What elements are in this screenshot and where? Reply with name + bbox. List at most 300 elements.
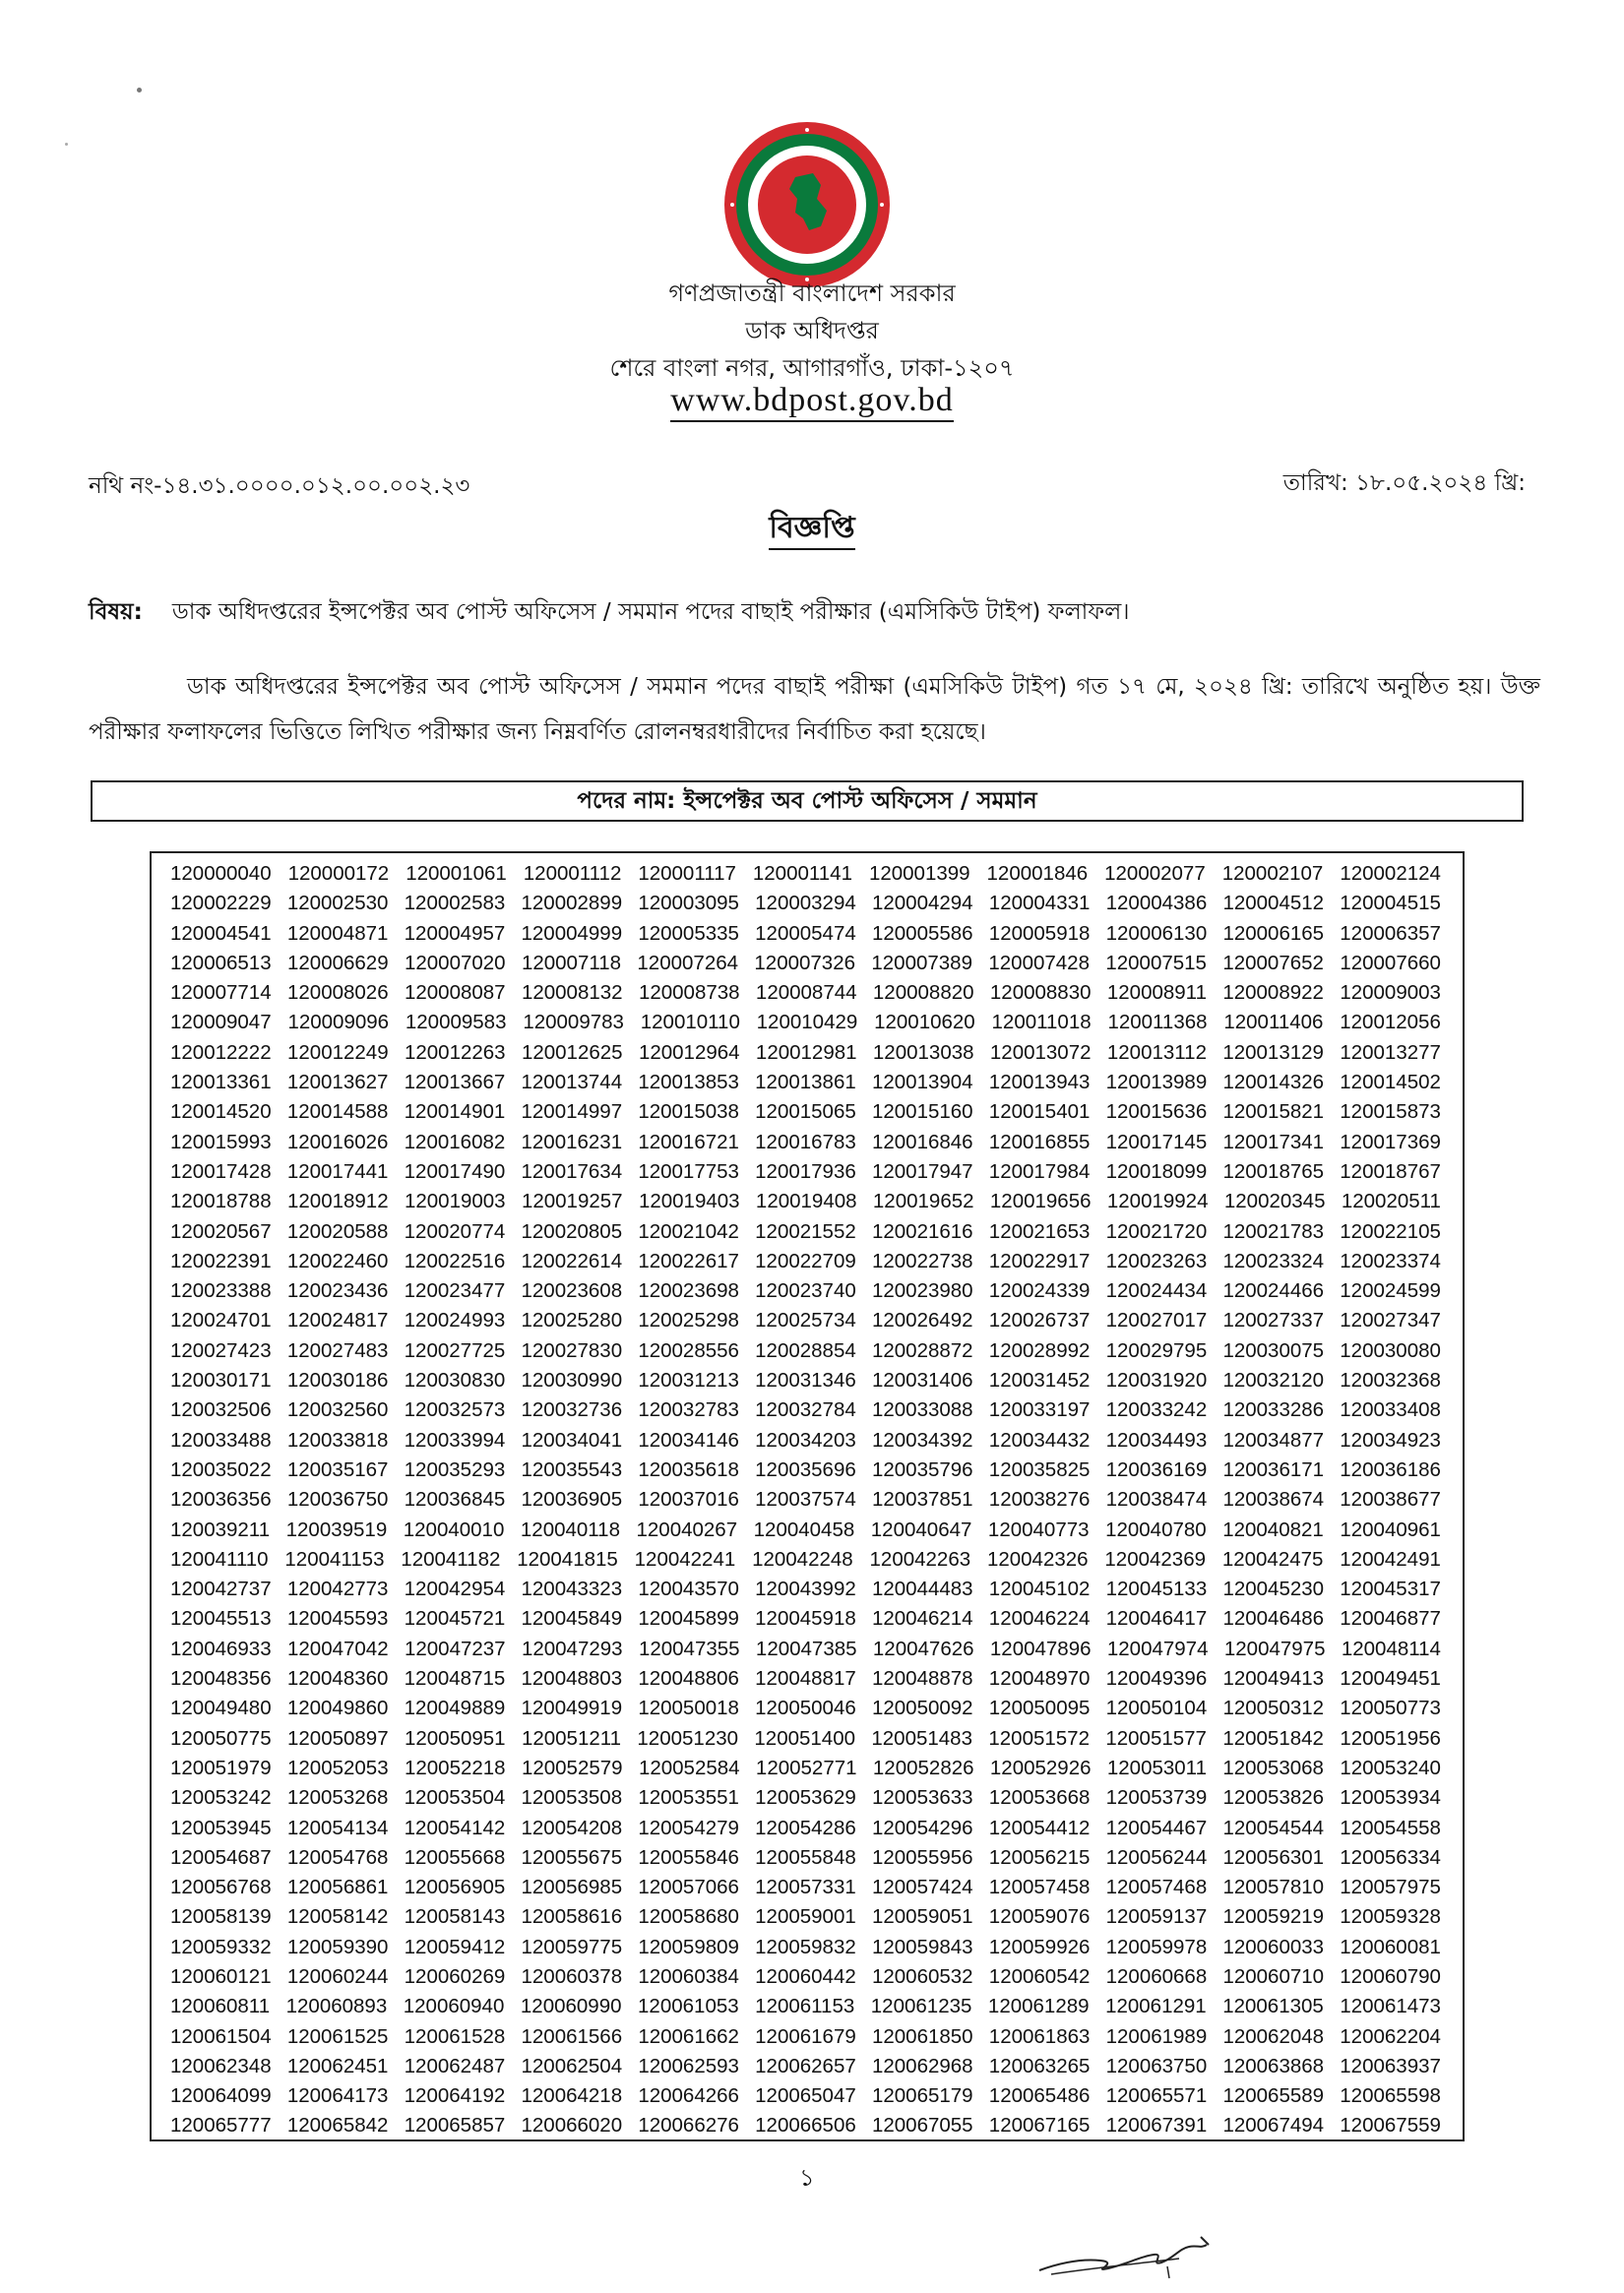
roll-number: 120014901 (404, 1100, 506, 1124)
notice-title: বিজ্ঞপ্তি (0, 504, 1624, 554)
roll-number: 120064218 (521, 2084, 623, 2108)
roll-number: 120004512 (1222, 892, 1325, 915)
roll-number: 120009047 (170, 1011, 272, 1034)
roll-row (170, 1157, 1441, 1187)
roll-number: 120058680 (638, 1905, 739, 1929)
roll-number: 120023374 (1340, 1249, 1441, 1272)
roll-number: 120014997 (521, 1100, 623, 1124)
roll-number: 120017753 (638, 1159, 739, 1183)
roll-number: 120047974 (1106, 1637, 1209, 1660)
roll-number: 120066506 (755, 2114, 856, 2138)
roll-row (170, 1516, 1441, 1545)
roll-number: 120053068 (1222, 1756, 1324, 1779)
roll-number: 120034392 (871, 1428, 973, 1452)
roll-number: 120028854 (755, 1338, 856, 1362)
roll-number: 120059076 (988, 1905, 1091, 1929)
roll-number: 120058143 (404, 1905, 506, 1929)
office-address: শেরে বাংলা নগর, আগারগাঁও, ঢাকা-১২০৭ (609, 354, 1015, 382)
roll-number: 120013667 (404, 1071, 506, 1094)
roll-number: 120035293 (404, 1457, 506, 1481)
roll-number: 120040961 (1340, 1518, 1441, 1541)
roll-number: 120042954 (404, 1578, 506, 1601)
roll-row (170, 1575, 1441, 1604)
roll-number: 120053934 (1340, 1786, 1441, 1810)
roll-number: 120018765 (1222, 1159, 1325, 1183)
roll-number: 120045849 (521, 1607, 623, 1631)
roll-number: 120065571 (1105, 2084, 1208, 2108)
roll-number: 120054208 (521, 1816, 623, 1839)
roll-number: 120062968 (871, 2054, 973, 2077)
roll-number: 120064173 (286, 2084, 389, 2108)
roll-number: 120049396 (1105, 1667, 1208, 1691)
roll-number: 120051483 (871, 1726, 972, 1750)
roll-number: 120026492 (871, 1309, 973, 1332)
roll-number: 120048970 (988, 1667, 1091, 1691)
signature-image (1031, 2219, 1218, 2288)
roll-number: 120056301 (1222, 1845, 1325, 1869)
roll-number: 120001117 (638, 862, 736, 885)
roll-number: 120013861 (755, 1071, 856, 1094)
roll-number: 120057066 (638, 1876, 739, 1899)
roll-number: 120052826 (872, 1756, 974, 1779)
roll-number: 120035543 (521, 1457, 623, 1481)
subject-text: ডাক অধিদপ্তরের ইন্সপেক্টর অব পোস্ট অফিসেস / সমমান পদের বাছাই পরীক্ষার (এমসিকিউ টাইপ) ফলাফল। (171, 599, 1130, 625)
roll-number: 120059412 (404, 1935, 506, 1958)
roll-number: 120061473 (1340, 1995, 1441, 2018)
roll-number: 120054412 (988, 1816, 1091, 1839)
roll-number: 120017428 (170, 1159, 272, 1183)
roll-number: 120067391 (1105, 2114, 1208, 2138)
roll-number: 120024339 (988, 1279, 1091, 1303)
roll-number: 120031452 (988, 1369, 1091, 1393)
scan-speck (137, 88, 142, 93)
post-name-box: পদের নাম: ইন্সপেক্টর অব পোস্ট অফিসেস / সমমান (91, 780, 1524, 822)
roll-number: 120019652 (872, 1190, 974, 1213)
roll-number: 120061528 (404, 2024, 506, 2048)
roll-number: 120060790 (1340, 1964, 1441, 1988)
roll-number: 120033408 (1340, 1398, 1441, 1422)
roll-number: 120030830 (404, 1369, 506, 1393)
roll-number: 120007660 (1340, 951, 1441, 974)
roll-row (170, 1395, 1441, 1425)
page-number: ১ (799, 2164, 815, 2192)
roll-number: 120036845 (404, 1488, 506, 1512)
roll-number: 120048356 (170, 1667, 272, 1691)
roll-number: 120035796 (871, 1457, 973, 1481)
roll-number: 120016231 (521, 1130, 623, 1153)
roll-number: 120010620 (874, 1011, 975, 1034)
roll-number: 120019003 (404, 1190, 506, 1213)
roll-number: 120008132 (521, 981, 623, 1005)
roll-number: 120054142 (404, 1816, 506, 1839)
roll-number: 120050775 (170, 1726, 272, 1750)
roll-number: 120021720 (1105, 1219, 1208, 1243)
roll-row (170, 1604, 1441, 1634)
roll-row (170, 1902, 1441, 1932)
roll-number: 120047293 (521, 1637, 623, 1660)
roll-number: 120026737 (988, 1309, 1091, 1332)
roll-number: 120054279 (638, 1816, 739, 1839)
roll-number: 120051572 (988, 1726, 1090, 1750)
roll-number: 120027423 (170, 1338, 272, 1362)
roll-number: 120049451 (1340, 1667, 1441, 1691)
roll-number: 120049480 (170, 1697, 272, 1720)
roll-number: 120034146 (638, 1428, 739, 1452)
roll-number: 120014520 (170, 1100, 272, 1124)
roll-number: 120056768 (170, 1876, 272, 1899)
roll-number: 120047237 (404, 1637, 506, 1660)
roll-number: 120004871 (286, 921, 389, 945)
roll-number: 120018788 (170, 1190, 272, 1213)
roll-number: 120046417 (1105, 1607, 1208, 1631)
roll-number: 120045513 (170, 1607, 272, 1631)
roll-number: 120018767 (1340, 1159, 1441, 1183)
roll-number: 120052218 (404, 1756, 506, 1779)
roll-number: 120061289 (987, 1995, 1090, 2018)
roll-number: 120048715 (404, 1667, 506, 1691)
roll-number: 120060811 (170, 1995, 271, 2018)
roll-number: 120001399 (868, 862, 970, 885)
roll-number: 120059843 (871, 1935, 973, 1958)
roll-number: 120053011 (1106, 1756, 1207, 1779)
roll-number: 120061863 (988, 2024, 1091, 2048)
roll-number: 120012056 (1340, 1011, 1441, 1034)
roll-number: 120017341 (1222, 1130, 1325, 1153)
roll-number: 120042773 (286, 1578, 389, 1601)
roll-number: 120061153 (755, 1995, 855, 2018)
roll-number: 120054558 (1340, 1816, 1441, 1839)
roll-number: 120021552 (755, 1219, 856, 1243)
roll-number: 120054296 (871, 1816, 973, 1839)
roll-row (170, 1276, 1441, 1306)
roll-number: 120065179 (871, 2084, 973, 2108)
roll-number: 120056861 (286, 1876, 389, 1899)
roll-number: 120046214 (871, 1607, 973, 1631)
roll-number: 120049919 (521, 1697, 623, 1720)
roll-number: 120060081 (1340, 1935, 1441, 1958)
roll-number: 120057810 (1222, 1876, 1325, 1899)
roll-number: 120047042 (286, 1637, 389, 1660)
roll-number: 120049860 (286, 1697, 389, 1720)
roll-number: 120061525 (286, 2024, 389, 2048)
roll-number: 120063750 (1105, 2054, 1208, 2077)
roll-row (170, 1038, 1441, 1068)
roll-number: 120017369 (1340, 1130, 1441, 1153)
roll-number: 120043323 (521, 1578, 623, 1601)
roll-number: 120015821 (1222, 1100, 1325, 1124)
scan-speck (65, 143, 68, 146)
roll-number: 120040821 (1222, 1518, 1324, 1541)
roll-number: 120008820 (872, 981, 974, 1005)
roll-number: 120020567 (170, 1219, 272, 1243)
roll-number: 120023980 (871, 1279, 973, 1303)
roll-number: 120015636 (1105, 1100, 1208, 1124)
roll-number: 120015065 (755, 1100, 856, 1124)
subject-line (89, 593, 1545, 632)
roll-number: 120059051 (871, 1905, 973, 1929)
roll-number: 120033197 (988, 1398, 1091, 1422)
roll-number: 120021783 (1222, 1219, 1325, 1243)
roll-number: 120008922 (1222, 981, 1324, 1005)
roll-number: 120008744 (755, 981, 857, 1005)
roll-row (170, 1873, 1441, 1902)
roll-row (170, 978, 1441, 1008)
roll-number: 120000172 (287, 862, 390, 885)
roll-number: 120008087 (404, 981, 506, 1005)
roll-number: 120034041 (521, 1428, 623, 1452)
roll-number: 120060033 (1222, 1935, 1325, 1958)
roll-number: 120023388 (170, 1279, 272, 1303)
roll-number: 120014588 (286, 1100, 389, 1124)
roll-number: 120056244 (1105, 1845, 1208, 1869)
roll-number: 120059328 (1340, 1905, 1441, 1929)
roll-number: 120053508 (521, 1786, 623, 1810)
roll-number: 120047626 (872, 1637, 974, 1660)
roll-number: 120050312 (1222, 1697, 1325, 1720)
roll-number: 120053945 (170, 1816, 272, 1839)
roll-number: 120005918 (988, 921, 1091, 945)
roll-number: 120031406 (871, 1369, 973, 1393)
roll-number: 120002229 (170, 892, 272, 915)
roll-number: 120067494 (1222, 2114, 1325, 2138)
roll-number: 120045317 (1340, 1578, 1441, 1601)
roll-number: 120008738 (638, 981, 740, 1005)
roll-number: 120032120 (1222, 1369, 1325, 1393)
roll-number: 120048360 (286, 1667, 389, 1691)
roll-number: 120009096 (287, 1011, 390, 1034)
roll-number: 120053551 (638, 1786, 739, 1810)
roll-number: 120035618 (638, 1457, 739, 1481)
roll-number: 120006130 (1105, 921, 1208, 945)
roll-number: 120006629 (286, 951, 389, 974)
roll-number: 120010110 (640, 1011, 740, 1034)
roll-number: 120035825 (988, 1457, 1091, 1481)
roll-number: 120011406 (1223, 1011, 1324, 1034)
roll-number: 120042491 (1340, 1547, 1441, 1571)
roll-number: 120022391 (170, 1249, 272, 1272)
roll-number: 120032368 (1340, 1369, 1441, 1393)
roll-number: 120036171 (1222, 1457, 1325, 1481)
roll-number: 120019924 (1106, 1190, 1209, 1213)
roll-number: 120053268 (286, 1786, 389, 1810)
roll-row (170, 1217, 1441, 1247)
roll-number: 120016026 (286, 1130, 389, 1153)
roll-number: 120012263 (404, 1040, 506, 1064)
roll-row (170, 949, 1441, 978)
roll-number: 120063868 (1222, 2054, 1325, 2077)
roll-number: 120037574 (755, 1488, 856, 1512)
roll-number: 120001112 (523, 862, 622, 885)
roll-number: 120061566 (521, 2024, 623, 2048)
roll-number: 120045721 (404, 1607, 506, 1631)
roll-number: 120047355 (638, 1637, 740, 1660)
roll-number: 120057975 (1340, 1876, 1441, 1899)
roll-number: 120019403 (638, 1190, 740, 1213)
roll-number: 120017634 (521, 1159, 623, 1183)
roll-number: 120060532 (871, 1964, 973, 1988)
roll-number: 120007020 (404, 951, 506, 974)
roll-number: 120060442 (755, 1964, 856, 1988)
roll-number: 120052579 (521, 1756, 623, 1779)
roll-number: 120053668 (988, 1786, 1091, 1810)
roll-number: 120062451 (286, 2054, 389, 2077)
roll-number: 120028556 (638, 1338, 739, 1362)
roll-number: 120045593 (286, 1607, 389, 1631)
roll-number: 120045918 (755, 1607, 856, 1631)
roll-number: 120013129 (1222, 1040, 1324, 1064)
roll-number: 120062657 (755, 2054, 856, 2077)
roll-number: 120036905 (521, 1488, 623, 1512)
roll-number: 120042737 (170, 1578, 272, 1601)
roll-number: 120065486 (988, 2084, 1091, 2108)
roll-row (170, 1635, 1441, 1664)
roll-number: 120046224 (988, 1607, 1091, 1631)
roll-number: 120056334 (1340, 1845, 1441, 1869)
roll-number: 120009583 (405, 1011, 507, 1034)
roll-number: 120012222 (170, 1040, 272, 1064)
roll-number: 120034923 (1340, 1428, 1441, 1452)
roll-number: 120042475 (1221, 1547, 1324, 1571)
roll-number: 120005335 (638, 921, 739, 945)
roll-number: 120062048 (1222, 2024, 1325, 2048)
roll-number: 120061235 (870, 1995, 972, 2018)
roll-number: 120008911 (1106, 981, 1207, 1005)
subject-label: বিষয়: (89, 599, 143, 625)
roll-number: 120056985 (521, 1876, 623, 1899)
roll-number: 120007515 (1105, 951, 1207, 974)
roll-number: 120027337 (1222, 1309, 1325, 1332)
roll-row (170, 1545, 1441, 1575)
roll-number: 120056215 (988, 1845, 1091, 1869)
roll-number: 120013989 (1105, 1071, 1208, 1094)
roll-number: 120047896 (989, 1637, 1092, 1660)
roll-row (170, 2052, 1441, 2081)
roll-number: 120062204 (1340, 2024, 1441, 2048)
roll-number: 120051211 (521, 1726, 622, 1750)
roll-number: 120045133 (1105, 1578, 1208, 1601)
roll-number: 120050095 (988, 1697, 1091, 1720)
roll-number: 120018912 (286, 1190, 389, 1213)
roll-number: 120038276 (988, 1488, 1091, 1512)
roll-number: 120002583 (404, 892, 506, 915)
roll-number: 120007389 (871, 951, 972, 974)
roll-number: 120020774 (404, 1219, 506, 1243)
roll-number: 120032783 (638, 1398, 739, 1422)
roll-number: 120002077 (1104, 862, 1206, 885)
roll-number: 120022738 (871, 1249, 973, 1272)
roll-number: 120051577 (1105, 1726, 1207, 1750)
roll-number: 120065857 (404, 2114, 506, 2138)
roll-row (170, 1456, 1441, 1485)
roll-number: 120014502 (1340, 1071, 1441, 1094)
roll-number: 120050773 (1340, 1697, 1441, 1720)
roll-number: 120029795 (1105, 1338, 1208, 1362)
roll-number: 120056905 (404, 1876, 506, 1899)
roll-number: 120007652 (1222, 951, 1324, 974)
roll-number: 120041153 (284, 1547, 385, 1571)
roll-number: 120050092 (871, 1697, 973, 1720)
roll-number: 120038474 (1105, 1488, 1208, 1512)
roll-number: 120053633 (871, 1786, 973, 1810)
roll-number: 120061305 (1222, 1995, 1324, 2018)
roll-row (170, 1962, 1441, 1992)
roll-number: 120037851 (871, 1488, 973, 1512)
roll-number: 120040458 (753, 1518, 855, 1541)
roll-number: 120007714 (170, 981, 272, 1005)
roll-number: 120059832 (755, 1935, 856, 1958)
roll-number: 120025298 (638, 1309, 739, 1332)
roll-number: 120013072 (989, 1040, 1092, 1064)
roll-number: 120040010 (403, 1518, 505, 1541)
roll-number: 120023740 (755, 1279, 856, 1303)
roll-number: 120055675 (521, 1845, 623, 1869)
roll-number: 120059926 (988, 1935, 1091, 1958)
roll-number: 120004294 (871, 892, 973, 915)
roll-number: 120030075 (1222, 1338, 1325, 1362)
roll-number: 120017145 (1105, 1130, 1208, 1153)
roll-number: 120065589 (1222, 2084, 1325, 2108)
roll-number: 120030990 (521, 1369, 623, 1393)
roll-number: 120025280 (521, 1309, 623, 1332)
roll-number: 120007428 (988, 951, 1090, 974)
roll-number: 120032784 (755, 1398, 856, 1422)
roll-row (170, 2081, 1441, 2111)
roll-number: 120023698 (638, 1279, 739, 1303)
roll-number: 120067165 (988, 2114, 1091, 2138)
roll-number: 120021616 (871, 1219, 973, 1243)
roll-number: 120051842 (1222, 1726, 1324, 1750)
roll-number: 120051400 (754, 1726, 856, 1750)
roll-row (170, 1933, 1441, 1962)
roll-number: 120015873 (1340, 1100, 1441, 1124)
roll-number: 120011018 (991, 1011, 1092, 1034)
roll-number: 120050046 (755, 1697, 856, 1720)
roll-number: 120057424 (871, 1876, 973, 1899)
roll-number: 120054134 (286, 1816, 389, 1839)
roll-number: 120047385 (755, 1637, 857, 1660)
roll-number: 120043570 (638, 1578, 739, 1601)
roll-row (170, 1097, 1441, 1127)
roll-number: 120013904 (871, 1071, 973, 1094)
roll-number: 120022460 (286, 1249, 389, 1272)
roll-number: 120052053 (286, 1756, 389, 1779)
roll-number: 120036169 (1105, 1457, 1208, 1481)
roll-number: 120003294 (755, 892, 856, 915)
roll-number: 120032573 (404, 1398, 506, 1422)
roll-number: 120060378 (521, 1964, 623, 1988)
roll-number: 120031920 (1105, 1369, 1208, 1393)
roll-number: 120039519 (285, 1518, 388, 1541)
roll-number: 120059219 (1222, 1905, 1325, 1929)
roll-number: 120007118 (521, 951, 622, 974)
roll-number: 120005474 (755, 921, 856, 945)
roll-number: 120024599 (1340, 1279, 1441, 1303)
roll-row (170, 1754, 1441, 1783)
roll-number: 120017984 (988, 1159, 1091, 1183)
roll-number: 120013277 (1340, 1040, 1441, 1064)
roll-number: 120042326 (986, 1547, 1089, 1571)
website-link[interactable]: www.bdpost.gov.bd (0, 382, 1624, 419)
roll-number: 120027347 (1340, 1309, 1441, 1332)
roll-number: 120050951 (404, 1726, 506, 1750)
roll-number: 120061662 (638, 2024, 739, 2048)
roll-number: 120038674 (1222, 1488, 1325, 1512)
roll-number: 120061850 (871, 2024, 973, 2048)
roll-number: 120007264 (637, 951, 739, 974)
roll-number: 120033242 (1105, 1398, 1208, 1422)
roll-number: 120052926 (989, 1756, 1092, 1779)
roll-number: 120027725 (404, 1338, 506, 1362)
